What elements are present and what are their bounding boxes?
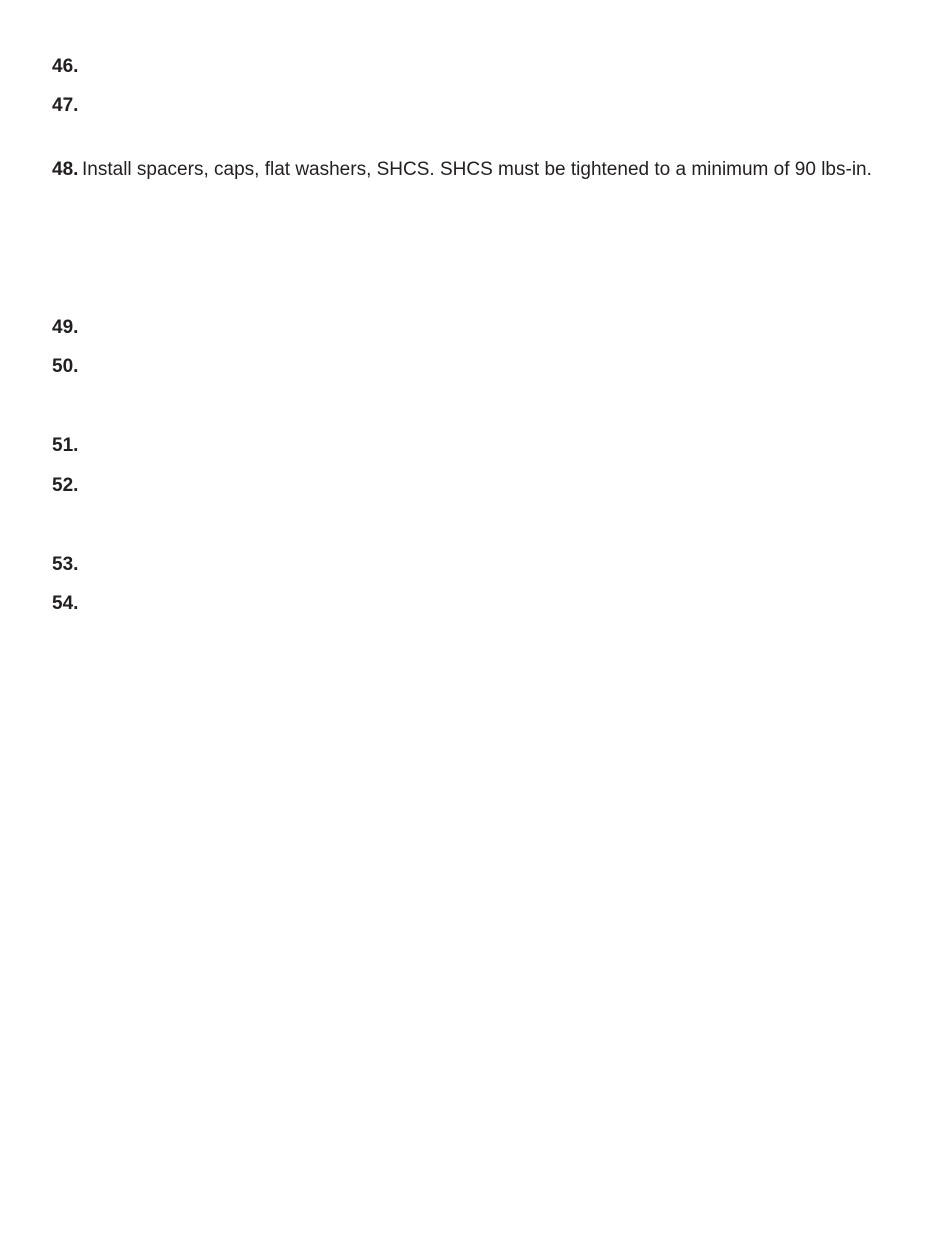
- step-number: 51.: [52, 435, 79, 456]
- step-number: 48.: [52, 159, 79, 180]
- step-number: 53.: [52, 554, 79, 575]
- step-47: [52, 95, 82, 117]
- step-49: [52, 317, 82, 339]
- step-number: 50.: [52, 356, 79, 377]
- step-53: [52, 554, 82, 576]
- step-48: [52, 159, 872, 181]
- step-number: 47.: [52, 95, 79, 116]
- step-51: [52, 435, 82, 457]
- step-52: [52, 475, 82, 497]
- step-50: [52, 356, 82, 378]
- step-46: [52, 56, 82, 78]
- step-number: 49.: [52, 317, 79, 338]
- step-number: 54.: [52, 593, 79, 614]
- step-text: Install spacers, caps, flat washers, SHCS. SHCS must be tightened to a minimum of 90 lbs-in.: [82, 159, 872, 180]
- step-54: [52, 593, 82, 615]
- step-number: 46.: [52, 56, 79, 77]
- step-number: 52.: [52, 475, 79, 496]
